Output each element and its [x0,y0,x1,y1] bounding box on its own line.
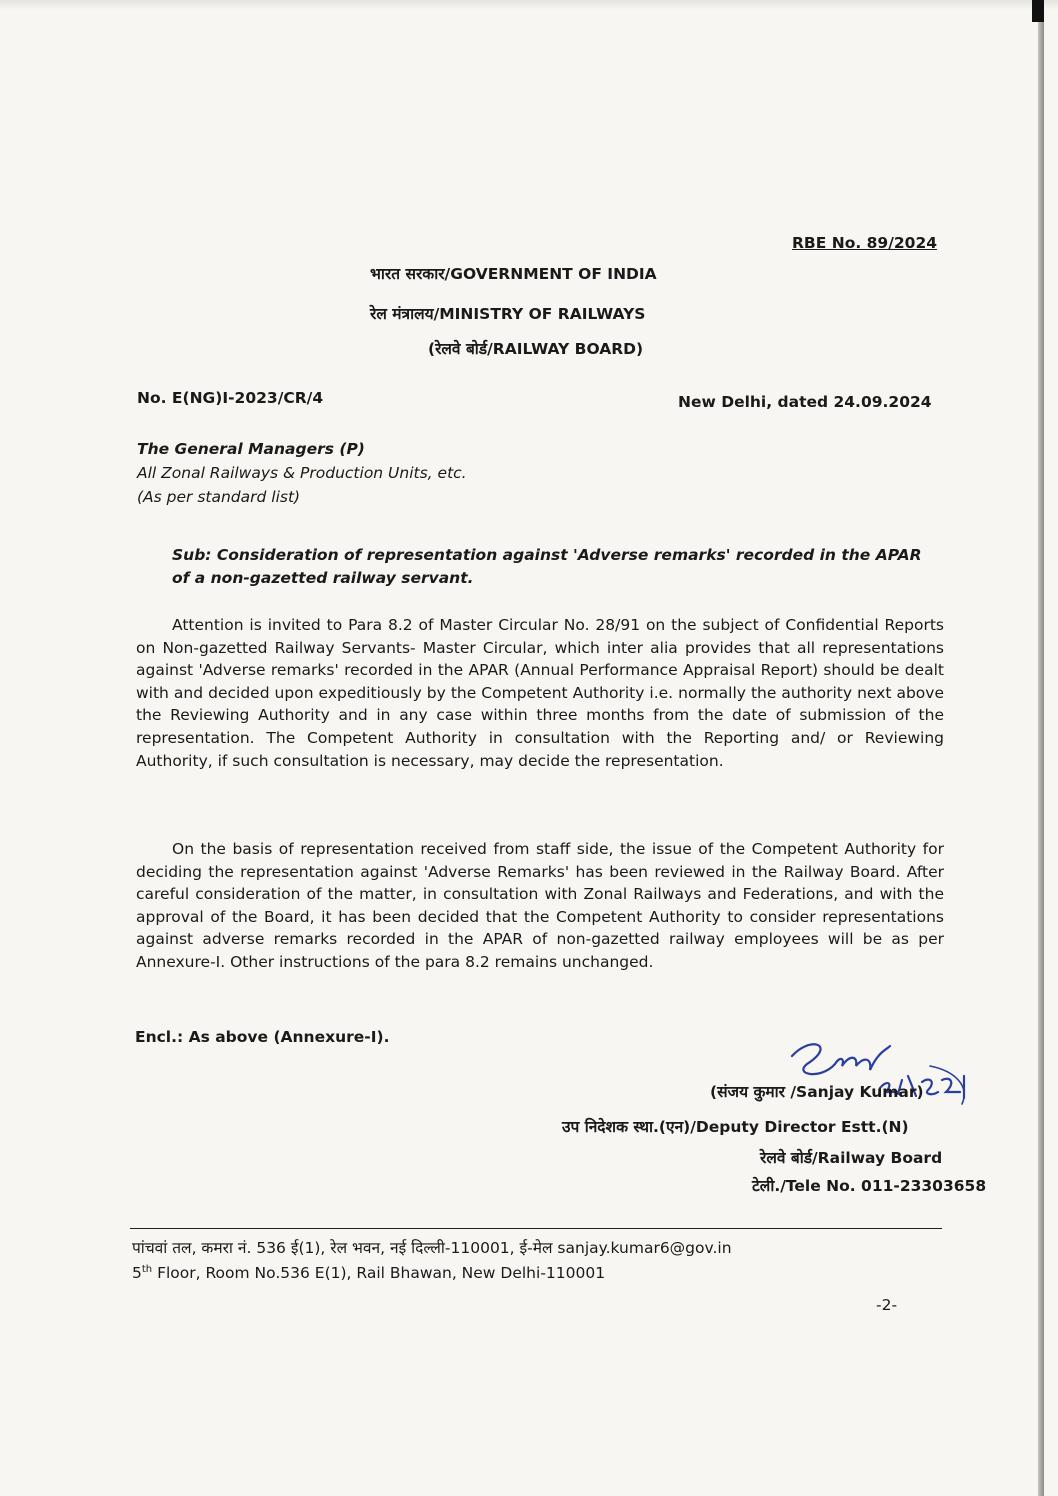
signatory-office: रेलवे बोर्ड/Railway Board [760,1149,943,1167]
footer-english-address [132,1264,605,1282]
letter-date: New Delhi, dated 24.09.2024 [678,393,932,411]
signature-stroke [792,1044,890,1074]
enclosure-note: Encl.: As above (Annexure-I). [135,1028,390,1046]
signatory-telephone: टेली./Tele No. 011-23303658 [752,1177,987,1195]
signatory-name: (संजय कुमार /Sanjay Kumar) [710,1083,924,1101]
scan-corner-mark [1032,0,1044,22]
govt-of-india-heading: भारत सरकार/GOVERNMENT OF INDIA [370,265,657,283]
rbe-number: RBE No. 89/2024 [792,234,938,252]
subject-line: Sub: Consideration of representation against 'Adverse remarks' recorded in the APAR of a non-gazetted railway servant. [172,546,922,587]
floor-number: 5 [132,1264,142,1283]
scan-right-edge [1038,18,1044,1496]
railway-board-heading: (रेलवे बोर्ड/RAILWAY BOARD) [428,340,644,358]
signatory-designation: उप निदेशक स्था.(एन)/Deputy Director Estt.(N) [562,1118,909,1136]
page-marker: -2- [876,1296,898,1314]
letter-number: No. E(NG)I-2023/CR/4 [137,389,324,407]
signature-flourish [930,1066,964,1104]
scan-top-edge [0,0,1058,10]
addressee-list: (As per standard list) [137,488,301,506]
addressee-title: The General Managers (P) [137,440,365,458]
body-paragraph-1: Attention is invited to Para 8.2 of Master Circular No. 28/91 on the subject of Confidential Reports on Non-gazetted Railway Servants- Master Circular, which inter alia provides that all representations against 'Adverse remarks' recorded in the APAR (Annual Performance Appraisal Report) should be dealt with and decided upon expeditiously by the Competent Authority i.e. normally the authority next above the Reviewing Authority and in any case within three months from the date of submission of the representation. The Competent Authority in consultation with the Reporting and/ or Reviewing Authority, if such consultation is necessary, may decide the representation. [136,616,944,770]
addressee-units: All Zonal Railways & Production Units, etc. [137,464,467,482]
footer-divider [130,1228,942,1229]
floor-suffix: th [141,1264,153,1275]
address-rest: Floor, Room No.536 E(1), Rail Bhawan, New Delhi-110001 [152,1264,606,1283]
footer-hindi-address: पांचवां तल, कमरा नं. 536 ई(1), रेल भवन, नई दिल्ली-110001, ई-मेल sanjay.kumar6@gov.in [132,1239,732,1257]
ministry-heading: रेल मंत्रालय/MINISTRY OF RAILWAYS [370,305,646,323]
body-paragraph-2: On the basis of representation received from staff side, the issue of the Competent Authority for deciding the representation against 'Adverse Remarks' has been reviewed in the Railway Board. After careful consideration of the matter, in consultation with Zonal Railways and Federations, and with the approval of the Board, it has been decided that the Competent Authority to consider representations against adverse remarks recorded in the APAR of non-gazetted railway employees will be as per Annexure-I. Other instructions of the para 8.2 remains unchanged. [136,840,944,971]
